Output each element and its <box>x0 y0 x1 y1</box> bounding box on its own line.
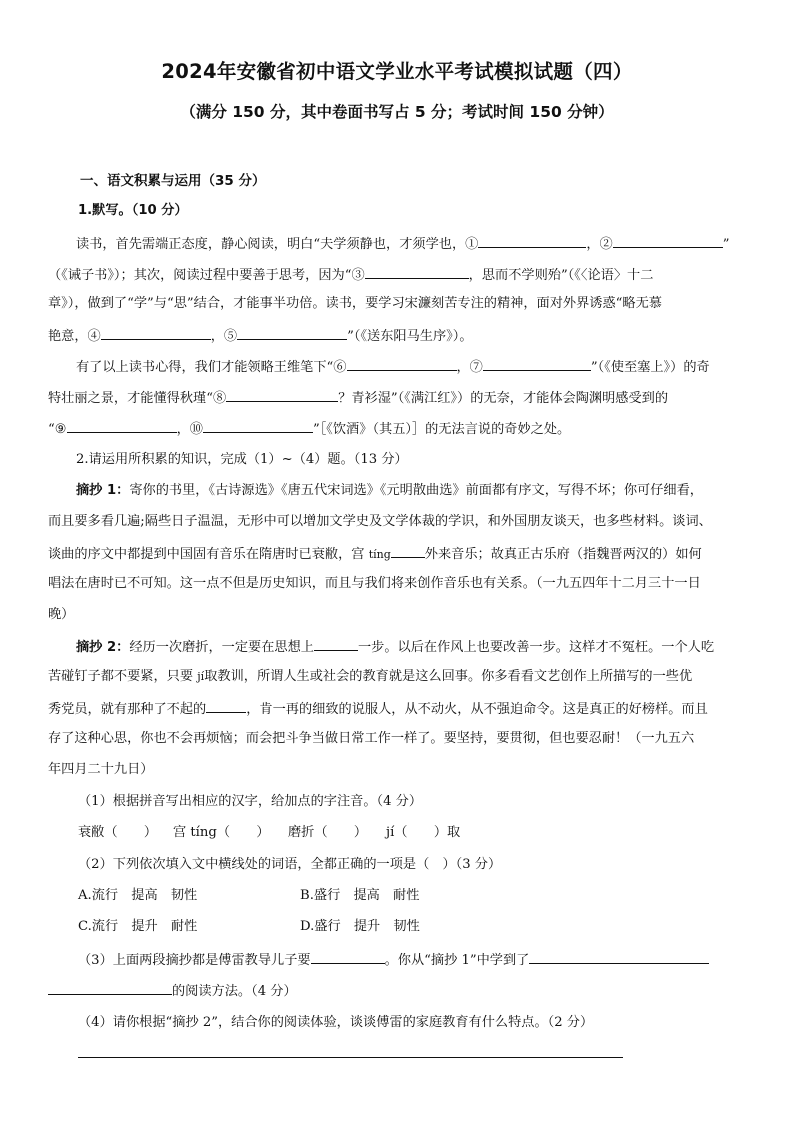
excerpt2-line5: 年四月二十九日） <box>48 762 154 777</box>
excerpt2-line4: 存了这种心思，你也不会再烦恼；而会把斗争当做日常工作一样了。要坚持，要贯彻，但也要忍耐！（一九五六 <box>48 731 695 746</box>
blank-6[interactable] <box>347 356 457 371</box>
excerpt1-line4: 唱法在唐时已不可知。这一点不但是历史知识，而且与我们将来创作音乐也有关系。（一九五四年十二月三十一日 <box>48 576 701 591</box>
blank-word-2[interactable] <box>206 698 246 713</box>
excerpt2-line1: 摘抄 2：经历一次磨折，一定要在思想上 一步。以后在作风上也要改善一步。这样才不冤枉。一个人吃 <box>76 636 786 658</box>
blank-3[interactable] <box>365 264 469 279</box>
blank-4[interactable] <box>101 325 211 340</box>
blank-2[interactable] <box>613 233 723 248</box>
option-d[interactable]: D.盛行 提升 韧性 <box>300 919 420 934</box>
q2-sub3-line2: 的阅读方法。（4 分） <box>48 980 758 1002</box>
q2-sub3-line1: （3）上面两段摘抄都是傅雷教导儿子要 。你从“摘抄 1”中学到了 <box>78 949 788 971</box>
q1-p1-line4: 艳意，④ ，⑤ ”（《送东阳马生序》）。 <box>48 325 758 347</box>
q1-p1-line2: （《诫子书》）；其次，阅读过程中要善于思考，因为“③ ，思而不学则殆”（《〈论语〉十二 <box>48 264 758 286</box>
q1-p2-line2: 特壮丽之景，才能懂得秋瑾“⑧ ？青衫湿”（《满江红》）的无奈，才能体会陶渊明感受到的 <box>48 387 758 409</box>
section-heading: 一、语文积累与运用（35 分） <box>80 173 266 189</box>
item-mozhe[interactable]: 磨折（ ） <box>288 825 368 840</box>
option-a[interactable]: A.流行 提高 韧性 <box>78 888 198 903</box>
q1-heading: 1.默写。（10 分） <box>78 203 188 218</box>
excerpt2-line3: 秀党员，就有那种了不起的 ，肯一再的细致的说服人，从不动火，从不强迫命令。这是真正的好榜样。而且 <box>48 698 758 720</box>
excerpt1-line3: 谈曲的序文中都提到中国固有音乐在隋唐时已衰敝，宫 tíng 外来音乐；故真正古乐府（指魏晋两汉的）如何 <box>48 543 758 565</box>
option-b[interactable]: B.盛行 提高 耐性 <box>300 888 420 903</box>
q2-sub1-items <box>78 823 788 843</box>
blank-7[interactable] <box>483 356 591 371</box>
page-title: 2024年安徽省初中语文学业水平考试模拟试题（四） <box>161 60 633 83</box>
q1-p2-line3: “⑨ ，⑩ ”［《饮酒》（其五）］的无法言说的奇妙之处。 <box>48 418 758 440</box>
option-c[interactable]: C.流行 提升 耐性 <box>78 919 198 934</box>
q2-sub1: （1）根据拼音写出相应的汉字，给加点的字注音。（4 分） <box>78 794 423 809</box>
q1-p1-line1: 读书，首先需端正态度，静心阅读，明白“夫学须静也，才须学也，① ，② ” <box>76 233 786 255</box>
blank-sub3-1[interactable] <box>311 949 385 964</box>
item-jiqu[interactable]: jí（ ）取 <box>386 825 461 840</box>
excerpt1-line1: 摘抄 1：寄你的书里，《古诗源选》《唐五代宋词选》《元明散曲选》前面都有序文，写得不坏；你可仔细看， <box>76 483 703 498</box>
blank-sub3-3[interactable] <box>48 980 172 995</box>
q2-sub4: （4）请你根据“摘抄 2”，结合你的阅读体验，谈谈傅雷的家庭教育有什么特点。（2 分） <box>78 1015 594 1030</box>
q2-sub2: （2）下列依次填入文中横线处的词语，全都正确的一项是（ ）（3 分） <box>78 857 502 872</box>
blank-sub3-2[interactable] <box>529 949 709 964</box>
blank-5[interactable] <box>237 325 347 340</box>
excerpt1-line5: 晚） <box>48 607 75 622</box>
item-shuaibi[interactable]: 衰敝（ ） <box>78 825 158 840</box>
blank-9[interactable] <box>67 418 177 433</box>
blank-word-1[interactable] <box>314 636 358 651</box>
q2-heading: 2.请运用所积累的知识，完成（1）~（4）题。（13 分） <box>76 452 408 467</box>
options-row2 <box>78 917 788 937</box>
q1-p2-line1: 有了以上读书心得，我们才能领略王维笔下“⑥ ，⑦ ”（《使至塞上》）的奇 <box>76 356 786 378</box>
blank-pinyin-ting[interactable] <box>391 543 425 558</box>
blank-10[interactable] <box>203 418 313 433</box>
q1-p1-line3: 章》），做到了“学”与“思”结合，才能事半功倍。读书，要学习宋濂刻苦专注的精神，面对外界诱惑“略无慕 <box>48 296 662 311</box>
blank-1[interactable] <box>478 233 586 248</box>
options-row1 <box>78 886 788 906</box>
blank-8[interactable] <box>226 387 338 402</box>
excerpt1-line2: 而且要多看几遍;隔些日子温温，无形中可以增加文学史及文学体裁的学识，和外国朋友谈天，也多些材料。谈词、 <box>48 514 712 529</box>
page-subtitle: （满分 150 分，其中卷面书写占 5 分；考试时间 150 分钟） <box>180 103 614 121</box>
item-gongting[interactable]: 宫 tíng（ ） <box>173 825 270 840</box>
answer-line[interactable] <box>78 1057 623 1058</box>
excerpt2-line2: 苦碰钉子都不要紧，只要 jí取教训，所谓人生或社会的教育就是这么回事。你多看看文艺创作上所描写的一些优 <box>48 669 693 684</box>
